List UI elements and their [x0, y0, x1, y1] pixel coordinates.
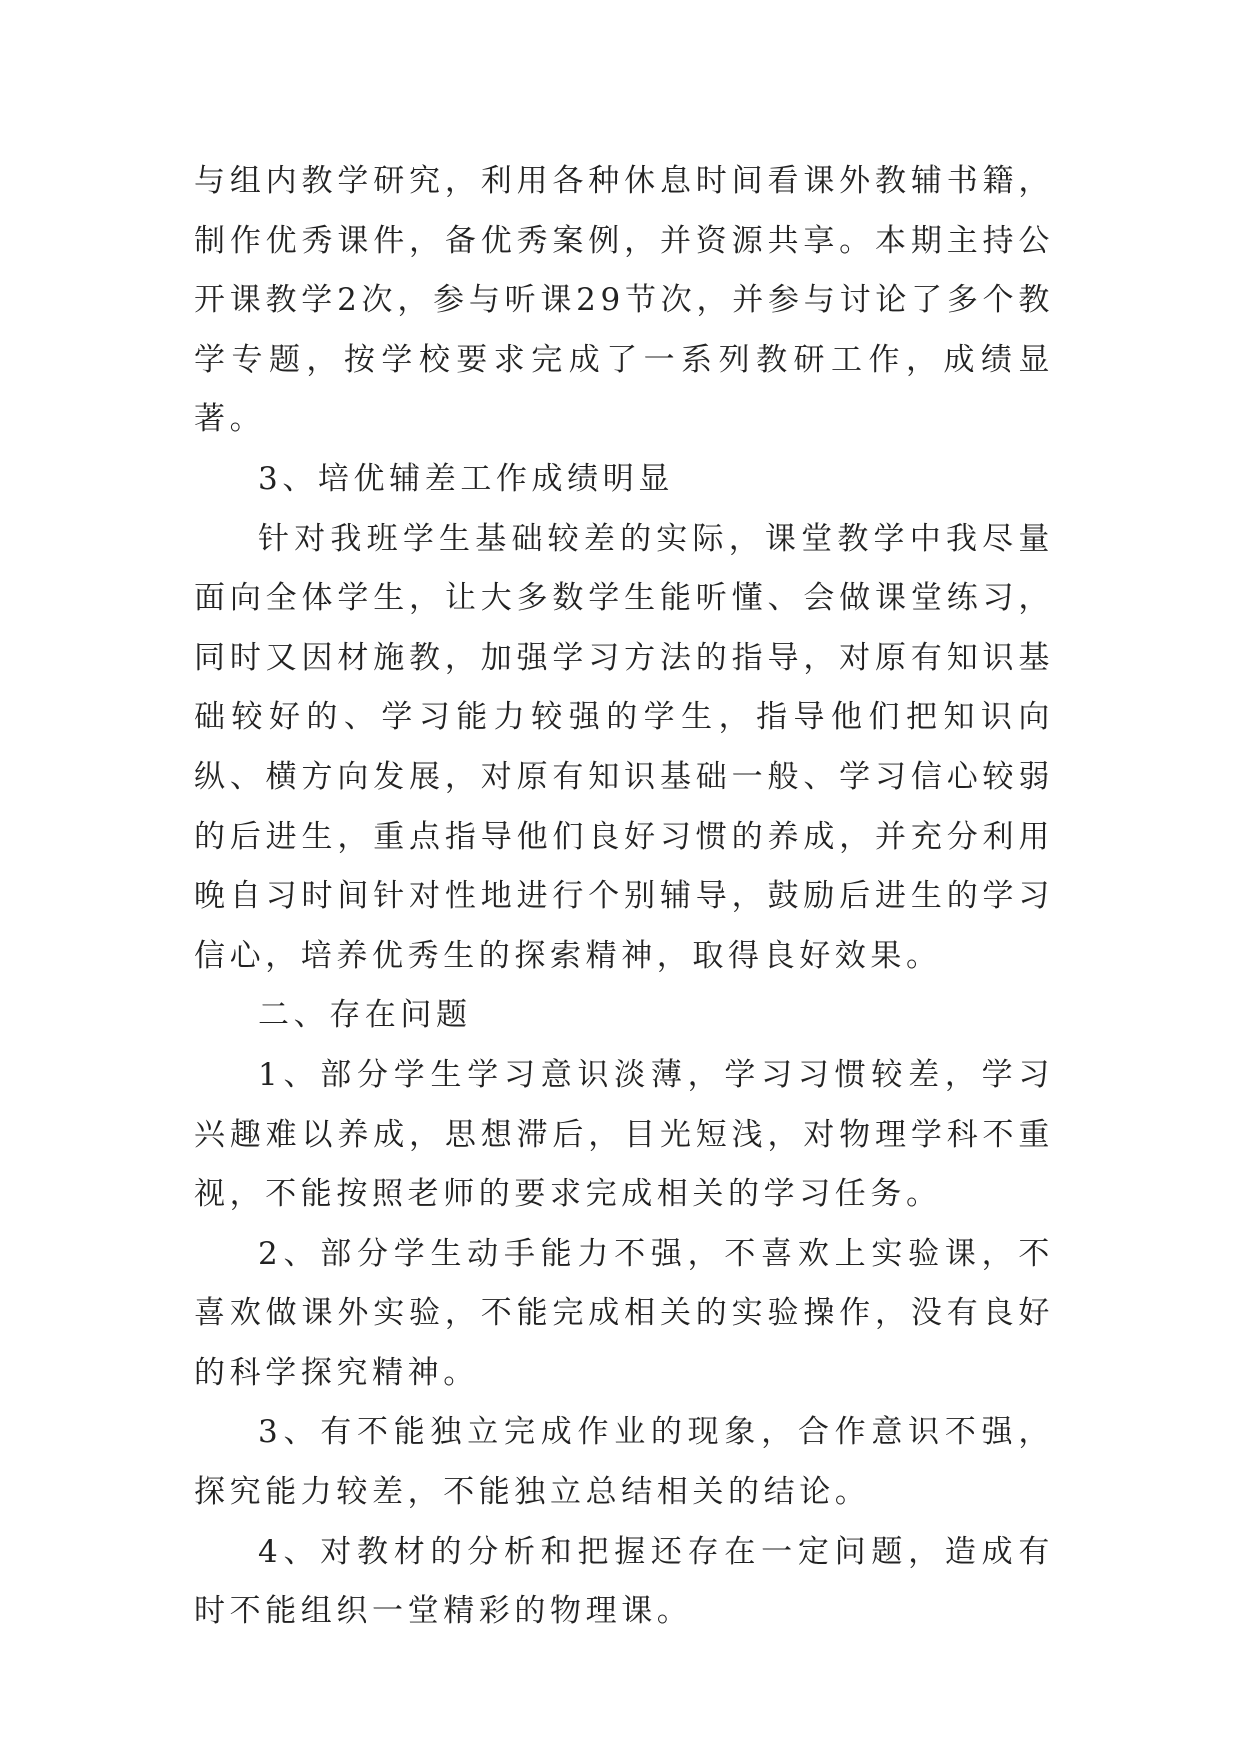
section-heading-peiyou: 3、培优辅差工作成绩明显 [258, 460, 674, 497]
document-body [194, 152, 1054, 1642]
paragraph-problem-4: 4、对教材的分析和把握还存在一定问题，造成有时不能组织一堂精彩的物理课。 [194, 1533, 1054, 1630]
paragraph-peiyou-body: 针对我班学生基础较差的实际，课堂教学中我尽量面向全体学生，让大多数学生能听懂、会做课堂练习，同时又因材施教，加强学习方法的指导，对原有知识基础较好的、学习能力较强的学生，指导他们把知识向纵、横方向发展，对原有知识基础一般、学习信心较弱的后进生，重点指导他们良好习惯的养成，并充分利用晚自习时间针对性地进行个别辅导，鼓励后进生的学习信心，培养优秀生的探索精神，取得良好效果。 [194, 520, 1054, 974]
paragraph-problem-3: 3、有不能独立完成作业的现象，合作意识不强，探究能力较差，不能独立总结相关的结论。 [194, 1414, 1054, 1511]
paragraph-problem-1: 1、部分学生学习意识淡薄，学习习惯较差，学习兴趣难以养成，思想滞后，目光短浅，对物理学科不重视，不能按照老师的要求完成相关的学习任务。 [194, 1056, 1054, 1213]
paragraph-problem-2: 2、部分学生动手能力不强，不喜欢上实验课，不喜欢做课外实验，不能完成相关的实验操作，没有良好的科学探究精神。 [194, 1235, 1054, 1391]
paragraph-continuation: 与组内教学研究，利用各种休息时间看课外教辅书籍，制作优秀课件，备优秀案例，并资源共享。本期主持公开课教学2次，参与听课29节次，并参与讨论了多个教学专题，按学校要求完成了一系列教研工作，成绩显著。 [194, 163, 1054, 438]
section-heading-problems: 二、存在问题 [258, 997, 472, 1034]
